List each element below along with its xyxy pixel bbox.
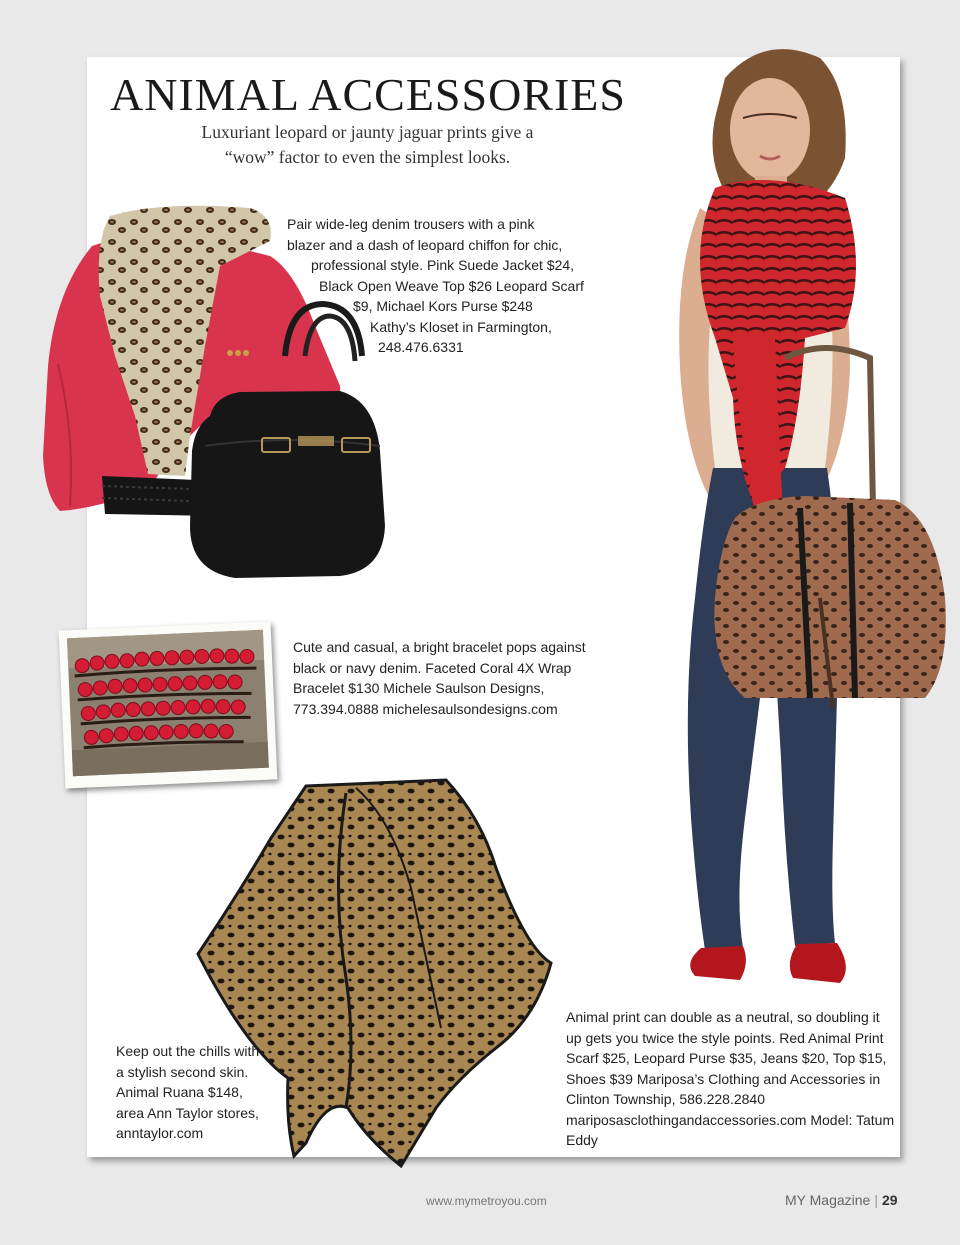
office-look-caption <box>287 214 607 358</box>
footer-magazine <box>785 1192 898 1208</box>
page-number: 29 <box>881 1192 898 1208</box>
page-title: ANIMAL ACCESSORIES <box>110 69 626 120</box>
caption-line: $9, Michael Kors Purse $248 <box>353 298 533 314</box>
footer-website: www.mymetroyou.com <box>426 1194 547 1208</box>
caption-line: 248.476.6331 <box>378 339 464 355</box>
model-photo <box>605 38 960 1000</box>
caption-line: Kathy’s Kloset in Farmington, <box>370 318 552 335</box>
caption-line: Black Open Weave Top $26 Leopard Scarf <box>319 277 584 294</box>
coral-bracelet-image <box>59 621 278 788</box>
footer-divider: | <box>874 1192 878 1208</box>
bracelet-photo <box>59 621 278 788</box>
bracelet-caption: Cute and casual, a bright bracelet pops against black or navy denim. Faceted Coral 4X Wrap Bracelet $130 Michele Saulson Designs, 773.394.0888 michelesaulsondesigns.com <box>293 639 586 717</box>
caption-line: Pair wide-leg denim trousers with a pink <box>287 216 535 232</box>
page-subtitle: Luxuriant leopard or jaunty jaguar prints give a “wow” factor to even the simplest looks. <box>201 122 534 167</box>
caption-line: blazer and a dash of leopard chiffon for chic, <box>287 236 563 253</box>
ruana-caption: Keep out the chills with a stylish second skin. Animal Ruana $148, area Ann Taylor stores, anntaylor.com <box>116 1043 260 1141</box>
model-look-caption: Animal print can double as a neutral, so doubling it up gets you twice the style points. Red Animal Print Scarf $25, Leopard Purse $35, Jeans $20, Top $15, Shoes $39 Mariposa’s Clothing and Accessories in Clinton Township, 586.228.2840 mariposasclothingandaccessories.com Model: Tatum Eddy <box>566 1009 895 1148</box>
caption-line: professional style. Pink Suede Jacket $24, <box>311 257 575 273</box>
magazine-name: MY Magazine <box>785 1192 871 1208</box>
